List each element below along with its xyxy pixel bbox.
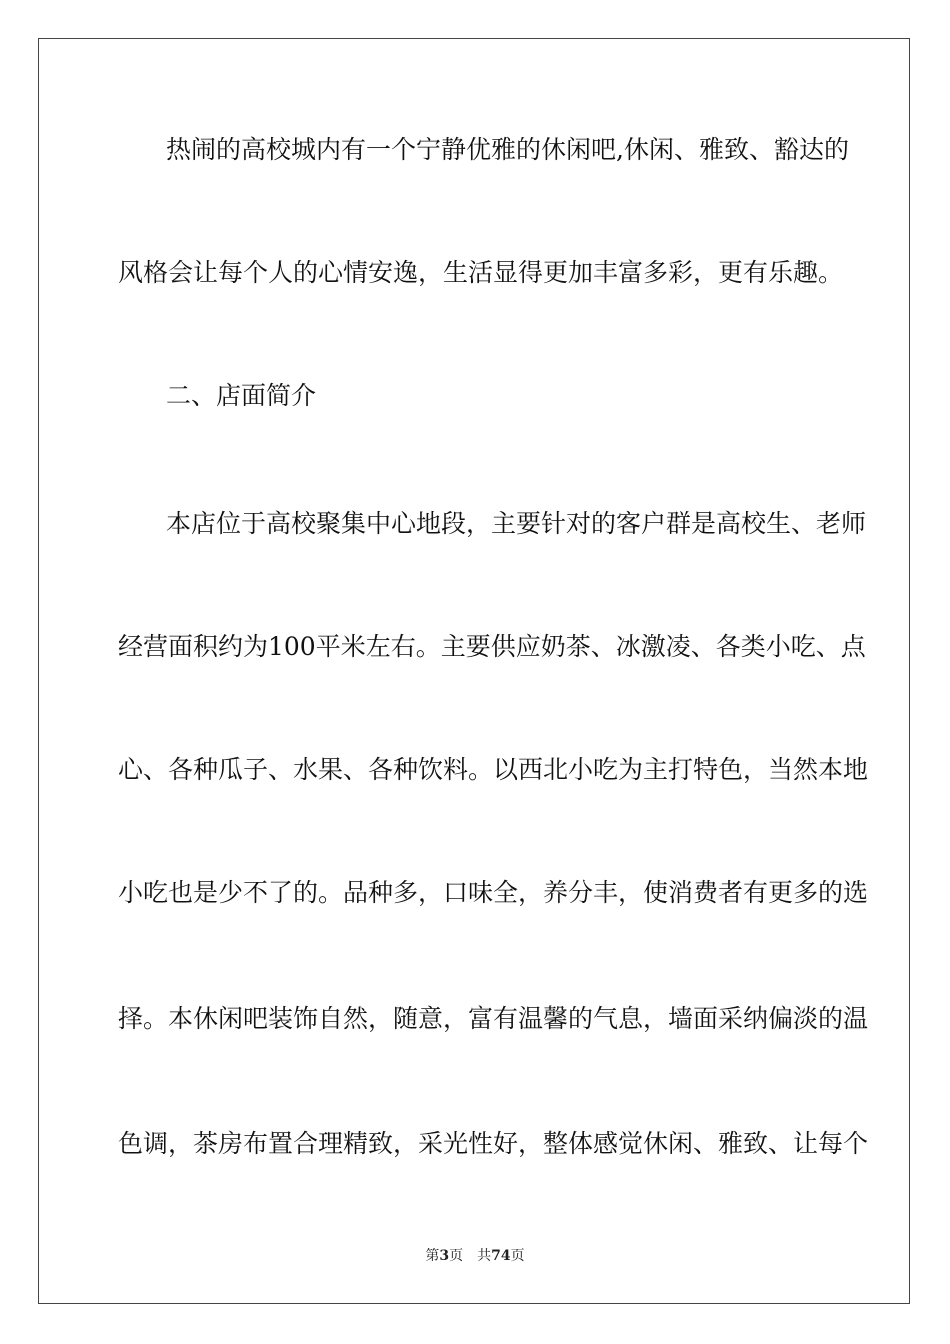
page-frame [38,38,910,1304]
paragraph-line-6: 小吃也是少不了的。品种多，口味全，养分丰，使消费者有更多的选 [118,878,869,907]
footer-page-number: 3 [439,1248,450,1264]
footer-total-suffix: 页 [510,1248,525,1264]
footer-page-suffix: 页 [449,1248,464,1264]
paragraph-line-7: 择。本休闲吧装饰自然，随意，富有温馨的气息，墙面采纳偏淡的温 [118,1004,869,1033]
page-footer [0,1247,950,1265]
footer-page-prefix: 第 [425,1248,440,1264]
footer-total-prefix: 共 [477,1248,492,1264]
paragraph-line-5: 心、各种瓜子、水果、各种饮料。以西北小吃为主打特色，当然本地 [118,755,869,784]
paragraph-line-8: 色调，茶房布置合理精致，采光性好，整体感觉休闲、雅致、让每个 [118,1129,869,1158]
section-heading: 二、店面简介 [166,381,317,410]
paragraph-line-1: 热闹的高校城内有一个宁静优雅的休闲吧,休闲、雅致、豁达的 [166,135,849,164]
paragraph-line-4: 经营面积约为100平米左右。主要供应奶茶、冰激凌、各类小吃、点 [118,632,866,661]
paragraph-line-3: 本店位于高校聚集中心地段，主要针对的客户群是高校生、老师 [166,509,867,538]
paragraph-line-2: 风格会让每个人的心情安逸，生活显得更加丰富多彩，更有乐趣。 [118,258,844,287]
footer-total-pages: 74 [491,1248,511,1264]
